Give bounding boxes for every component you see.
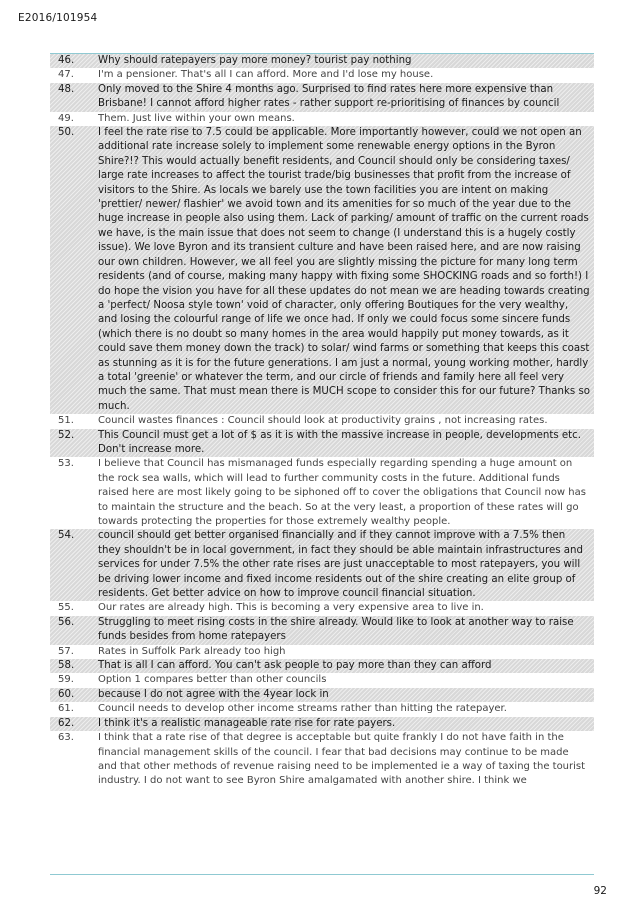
page-number: 92 [593, 885, 607, 897]
response-text: because I do not agree with the 4year lock in [98, 688, 329, 700]
response-number: 48. [58, 83, 75, 95]
response-number: 52. [58, 429, 75, 441]
response-number: 54. [58, 530, 75, 542]
response-row [50, 616, 594, 645]
response-row [50, 83, 594, 112]
response-row [50, 414, 594, 428]
response-row [50, 112, 594, 126]
response-number: 58. [58, 660, 75, 672]
response-number: 57. [58, 645, 74, 657]
response-row [50, 645, 594, 659]
document-id: E2016/101954 [18, 12, 98, 24]
response-row [50, 529, 594, 601]
response-text: This Council must get a lot of $ as it is with the massive increase in people, developments etc. Don't increase more. [98, 429, 582, 455]
response-row [50, 126, 594, 414]
response-number: 61. [58, 703, 74, 715]
response-row [50, 457, 594, 529]
response-text: I believe that Council has mismanaged funds especially regarding spending a huge amount on the rock sea walls, which will lead to further community costs in the future. Additional funds raised here are most likely going to be siphoned off to cover the obligations that Council now has to maintain the structure and the beach. So at the very least, a proportion of these rates will go towards protecting the properties for those extremely wealthy people. [98, 458, 586, 527]
response-number: 46. [58, 55, 75, 66]
response-text: Only moved to the Shire 4 months ago. Surprised to find rates here more expensive than Brisbane! I cannot afford higher rates - rather support re-prioritising of finances by council [98, 83, 560, 110]
response-text: Council needs to develop other income streams rather than hitting the ratepayer. [98, 703, 507, 715]
response-number: 47. [58, 69, 74, 81]
response-text: I think it's a realistic manageable rate rise for rate payers. [98, 717, 396, 729]
response-text: Option 1 compares better than other councils [98, 674, 327, 686]
response-text: Struggling to meet rising costs in the shire already. Would like to look at another way to raise funds besides from home ratepayers [98, 616, 574, 643]
response-text: Why should ratepayers pay more money? tourist pay nothing [98, 55, 412, 66]
response-number: 55. [58, 602, 74, 614]
response-number: 51. [58, 415, 74, 427]
response-row [50, 54, 594, 68]
response-text: I'm a pensioner. That's all I can afford. More and I'd lose my house. [98, 69, 434, 81]
response-text: Them. Just live within your own means. [98, 112, 295, 124]
response-row [50, 68, 594, 82]
response-number: 62. [58, 717, 75, 729]
table-bottom-rule [50, 874, 594, 875]
response-row [50, 717, 594, 731]
response-row [50, 429, 594, 458]
response-text: That is all I can afford. You can't ask people to pay more than they can afford [98, 660, 492, 672]
response-row [50, 688, 594, 702]
response-text: Rates in Suffolk Park already too high [98, 645, 286, 657]
response-row [50, 659, 594, 673]
response-row [50, 731, 594, 789]
response-number: 60. [58, 688, 75, 700]
response-number: 56. [58, 616, 75, 628]
response-number: 53. [58, 458, 74, 470]
response-row [50, 702, 594, 716]
response-number: 59. [58, 674, 74, 686]
response-row [50, 673, 594, 687]
response-text: I feel the rate rise to 7.5 could be applicable. More importantly however, could we not open an additional rate increase solely to implement some renewable energy options in the Byron Shire?!? This would actually benefit residents, and Council should only be considering taxes/ large rate increases to affect the tourist trade/big businesses that profit from the increase of visitors to the Shire. As locals we barely use the town facilities you are intent on making 'prettier/ newer/ flashier' we avoid town and its amenities for so much of the year due to the huge increase in people also using them. Lack of parking/ amount of traffic on the current roads we have, is the main issue that does not seem to change (I understand this is a hugely costly issue). We love Byron and its transient culture and have been raised here, and are now raising our own children. However, we all feel you are slightly missing the picture for many long term residents (and of course, making many happy with fixing some SHOCKING roads and so forth!) I do hope the vision you have for all these updates do not mean we are heading towards creating a 'perfect/ Noosa style town' void of character, only offering Boutiques for the very wealthy, and losing the colourful range of life we once had. If only we could focus some sincere funds (which there is no doubt so many homes in the area would happily put money towards, as it could save them money down the track) to solar/ wind farms or something that keeps this coast as stunning as it is for the future generations. I am just a normal, young working mother, hardly a total 'greenie' or whatever the term, and our circle of friends and family here all feel very much the same. That must mean there is MUCH scope to consider this for our future? Thanks so much. [98, 127, 590, 412]
response-number: 63. [58, 732, 74, 744]
response-text: council should get better organised financially and if they cannot improve with a 7.5% then they shouldn't be in local government, in fact they should be able maintain infrastructures and services for under 7.5% the other rate rises are just unacceptable to most ratepayers, you will be driving lower income and fixed income residents out of the shire creating an elite group of residents. Get better advice on how to improve council financial situation. [98, 530, 583, 600]
response-text: Council wastes finances : Council should look at productivity grains , not increasing rates. [98, 415, 548, 427]
response-text: Our rates are already high. This is becoming a very expensive area to live in. [98, 602, 484, 614]
response-number: 50. [58, 127, 75, 139]
response-row [50, 601, 594, 615]
response-text: I think that a rate rise of that degree is acceptable but quite frankly I do not have faith in the financial management skills of the council. I fear that bad decisions may continue to be made and that other methods of revenue raising need to be implemented ie a way of taxing the tourist industry. I do not want to see Byron Shire amalgamated with another shire. I think we [98, 732, 586, 787]
response-number: 49. [58, 112, 74, 124]
responses-table [50, 54, 594, 789]
